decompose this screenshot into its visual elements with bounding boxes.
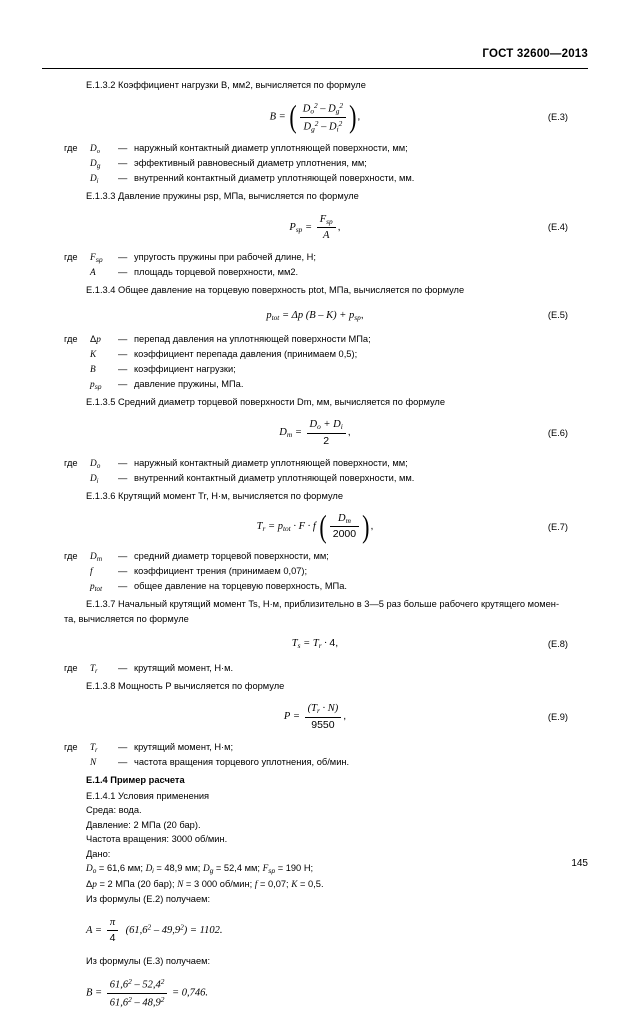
definition-row — [64, 550, 566, 565]
definition-text: давление пружины, МПа. — [134, 379, 244, 390]
definitions-b — [64, 142, 566, 187]
example-line-3: Давление: 2 МПа (20 бар). — [86, 819, 201, 830]
definition-text: коэффициент перепада давления (принимаем 0,5); — [134, 349, 358, 360]
definition-text: крутящий момент, Н·м. — [134, 663, 234, 674]
definition-row — [64, 172, 566, 187]
definitions-power — [64, 741, 566, 771]
definition-text: коэффициент трения (принимаем 0,07); — [134, 566, 308, 577]
definition-dash: — — [118, 472, 128, 483]
definition-dash: — — [118, 173, 128, 184]
definition-row — [64, 157, 566, 172]
definition-dash: — — [118, 334, 128, 345]
definition-text: средний диаметр торцевой поверхности, мм; — [134, 551, 329, 562]
definition-dash: — — [118, 741, 128, 752]
definition-text: наружный контактный диаметр уплотняющей поверхности, мм; — [134, 457, 408, 468]
definition-row — [64, 457, 566, 472]
paragraph-e137-line2: та, вычисляется по формуле — [64, 613, 189, 624]
definition-dash: — — [118, 457, 128, 468]
definition-dash: — — [118, 551, 128, 562]
header-divider — [42, 68, 588, 69]
definition-symbol: $D_o$ — [90, 458, 101, 470]
definition-row — [64, 741, 566, 756]
example-line-2: Среда: вода. — [86, 805, 142, 816]
definition-dash: — — [118, 756, 128, 767]
formula-number-e6: (Е.6) — [547, 427, 568, 438]
definition-symbol: $F_{sp}$ — [90, 253, 103, 264]
formula-e4-expression: $P_{sp}$ = $\frac{F_{sp}}{A}$ , — [289, 213, 341, 241]
page-header-standard: ГОСТ 32600—2013 — [482, 48, 588, 60]
definition-row — [64, 251, 566, 266]
definition-lead: где — [64, 252, 78, 262]
definition-text: коэффициент нагрузки; — [134, 364, 236, 375]
definition-row — [64, 756, 566, 771]
definitions-p — [64, 251, 566, 281]
definition-symbol: $p_{sp}$ — [90, 380, 102, 391]
definition-text: упругость пружины при рабочей длине, Н; — [134, 252, 316, 262]
definition-symbol: $T_r$ — [90, 664, 98, 675]
definition-symbol: $D_m$ — [90, 552, 103, 564]
definition-symbol: $D_i$ — [90, 473, 99, 485]
formula-e5 — [64, 306, 566, 324]
definition-row — [64, 565, 566, 580]
formula-e9 — [64, 702, 566, 731]
paragraph-e137-line1: E.1.3.7 Начальный крутящий момент Ts, Н·м, приблизительно в 3—5 раз больше рабочего крутящего момен- — [86, 599, 560, 610]
definition-row — [64, 662, 566, 677]
given-line-2: Δp = 2 МПа (20 бар); N = 3 000 об/мин; f = 0,07; K = 0,5. — [86, 878, 324, 890]
definition-lead: где — [64, 334, 78, 345]
example-line-4: Частота вращения: 3000 об/мин. — [86, 834, 228, 845]
formula-e6 — [64, 418, 566, 447]
definition-text: площадь торцевой поверхности, мм2. — [134, 266, 299, 277]
formula-e7 — [64, 507, 568, 545]
paragraph-e136: E.1.3.6 Крутящий момент Tr, Н·м, вычисляется по формуле — [86, 490, 343, 501]
definition-lead: где — [64, 663, 78, 674]
definition-lead: где — [64, 457, 78, 468]
document-content — [64, 78, 566, 1018]
definition-symbol: N — [90, 757, 97, 768]
formula-e4 — [64, 213, 566, 242]
definition-text: внутренний контактный диаметр уплотняющей поверхности, мм. — [134, 173, 415, 184]
definition-text: эффективный равновесный диаметр уплотнения, мм; — [134, 158, 367, 169]
definition-symbol: $p_{tot}$ — [90, 582, 102, 594]
definition-row — [64, 378, 566, 393]
definition-dash: — — [118, 158, 128, 169]
formula-e5-expression: $p_{tot} = \Delta p$ $(B - K) + p_{sp}$, — [266, 308, 364, 322]
paragraph-e134: E.1.3.4 Общее давление на торцевую поверхность ptot, МПа, вычисляется по формуле — [86, 284, 465, 295]
definition-row — [64, 333, 566, 348]
definition-dash: — — [118, 266, 128, 277]
calculation-b — [64, 977, 566, 1009]
definitions-ptot — [64, 333, 566, 393]
definition-text: внутренний контактный диаметр уплотняющей поверхности, мм. — [134, 472, 415, 483]
formula-e3 — [64, 98, 568, 135]
definition-symbol: $D_i$ — [90, 174, 99, 186]
definition-symbol: $D_o$ — [90, 144, 100, 156]
definition-text: частота вращения торцевого уплотнения, об/мин. — [134, 756, 350, 767]
formula-e6-expression: $D_m$ = $\frac{D_o + D_i}{2}$ , — [279, 419, 351, 447]
definition-dash: — — [118, 581, 128, 592]
definition-dash: — — [118, 663, 128, 674]
definition-dash: — — [118, 143, 128, 154]
definition-lead: где — [64, 741, 78, 752]
definition-dash: — — [118, 349, 128, 360]
formula-number-e5: (Е.5) — [547, 310, 568, 321]
definition-dash: — — [118, 364, 128, 375]
heading-e14: Е.1.4 Пример расчета — [86, 774, 185, 785]
formula-number-e9: (Е.9) — [547, 711, 568, 722]
definition-row — [64, 363, 566, 378]
definition-text: перепад давления на уплотняющей поверхности МПа; — [134, 334, 371, 345]
definition-row — [64, 472, 566, 487]
paragraph-e133: E.1.3.3 Давление пружины psp, МПа, вычисляется по формуле — [86, 191, 359, 202]
paragraph-e135: E.1.3.5 Средний диаметр торцевой поверхности Dm, мм, вычисляется по формуле — [86, 397, 445, 408]
definition-symbol: A — [90, 267, 96, 278]
definition-row — [64, 266, 566, 281]
definitions-ts — [64, 662, 566, 677]
definition-symbol: K — [90, 350, 97, 361]
definition-text: общее давление на торцевую поверхность, МПа. — [134, 581, 347, 592]
definition-text: крутящий момент, Н·м; — [134, 741, 234, 752]
definition-symbol: $D_g$ — [90, 159, 101, 171]
formula-e3-expression: B = ( $\frac{D_o^2 - D_g^2}{D_g^2 - D_i^2}$ ), — [269, 98, 361, 135]
definition-symbol: B — [90, 365, 96, 376]
page-number: 145 — [571, 858, 588, 869]
definitions-dm — [64, 457, 566, 487]
formula-number-e4: (Е.4) — [547, 222, 568, 233]
formula-number-e3: (Е.3) — [547, 112, 568, 123]
formula-e8 — [64, 635, 566, 653]
definition-row — [64, 142, 566, 157]
calculation-a-expression: A = $\frac{\pi}{4}$ $(61,6^2 - 49,9^2) = 1102$. — [86, 916, 223, 944]
definition-symbol: f — [90, 567, 93, 578]
definition-row — [64, 580, 566, 595]
definition-symbol: Δp — [90, 334, 101, 346]
example-line-1: Е.1.4.1 Условия применения — [86, 791, 210, 801]
formula-e9-expression: P = $\frac{(T_r \cdot N)}{9550}$ , — [283, 703, 347, 731]
definition-symbol: $T_r$ — [90, 742, 98, 754]
from-formula-e2: Из формулы (Е.2) получаем: — [86, 894, 211, 905]
definition-dash: — — [118, 566, 128, 577]
definition-lead: где — [64, 551, 78, 562]
formula-number-e8: (Е.8) — [547, 638, 568, 649]
definition-row — [64, 348, 566, 363]
formula-e8-expression: $T_s = T_r \cdot 4$, — [291, 637, 339, 651]
definition-dash: — — [118, 379, 128, 390]
calculation-a — [64, 916, 566, 945]
paragraph-e132: E.1.3.2 Коэффициент нагрузки В, мм2, вычисляется по формуле — [86, 80, 366, 90]
from-formula-e3: Из формулы (Е.3) получаем: — [86, 956, 211, 966]
calculation-b-expression: B = $\frac{61,6^2 - 52,4^2}{61,6^2 - 48,9^2}$ = 0,746. — [86, 977, 208, 1009]
formula-e7-expression: $T_r = p_{tot} \cdot F \cdot f$ ( $\frac{D_m}{2000}$ ), — [256, 507, 374, 545]
formula-number-e7: (Е.7) — [547, 521, 568, 532]
example-line-5: Дано: — [86, 848, 111, 859]
definition-dash: — — [118, 252, 128, 262]
paragraph-e138: E.1.3.8 Мощность P вычисляется по формуле — [86, 680, 285, 691]
definition-lead: где — [64, 143, 78, 154]
definition-text: наружный контактный диаметр уплотняющей поверхности, мм; — [134, 143, 408, 154]
definitions-torque — [64, 550, 566, 595]
given-line-1: $D_o = 61,6$ мм; $D_i = 48,9$ мм; $D_g = 52,4$ мм; $F_{sp} = 190$ Н; — [86, 863, 314, 875]
